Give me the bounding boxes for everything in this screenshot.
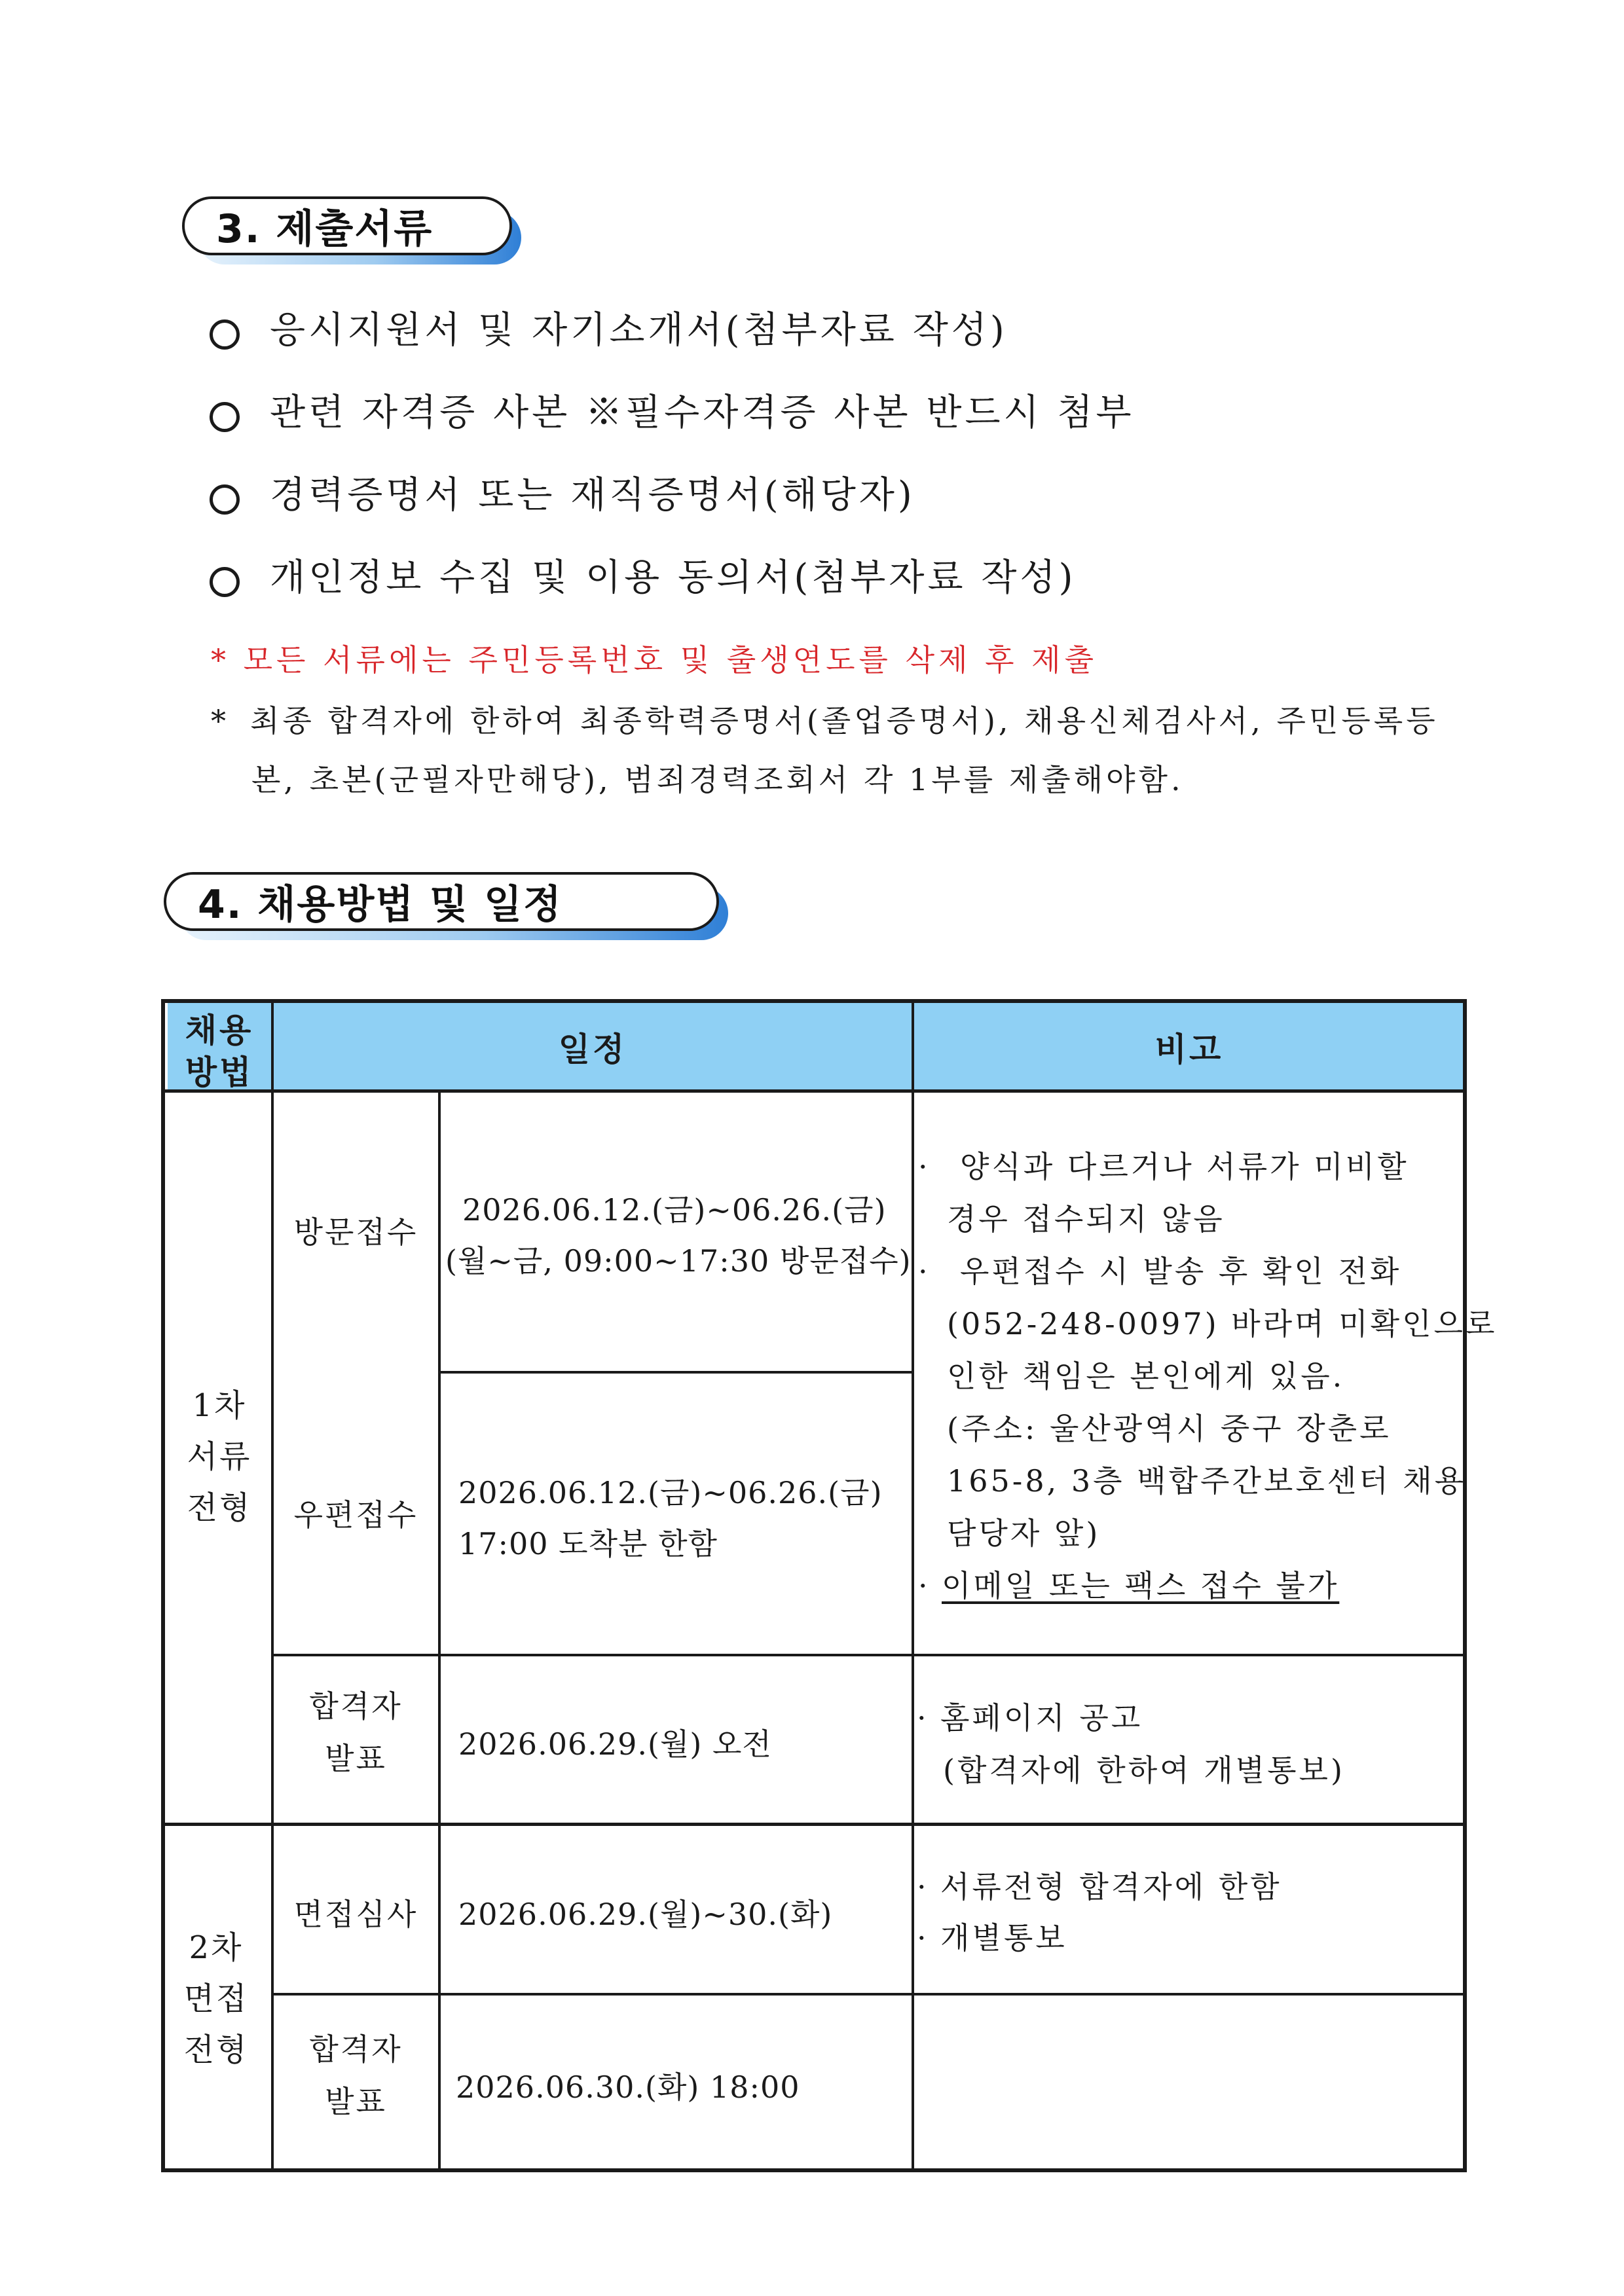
announce1-remark: · 홈페이지 공고 bbox=[917, 1700, 1143, 1736]
remark-line: · 양식과 다르거나 서류가 미비할 bbox=[918, 1149, 1409, 1184]
remark-line: 경우 접수되지 않음 bbox=[947, 1201, 1225, 1237]
section3-header bbox=[182, 196, 521, 264]
stage2-label: 2차 면접 전형 bbox=[183, 1929, 249, 2068]
remark-line: 165-8, 3층 백합주간보호센터 채용 bbox=[947, 1463, 1467, 1499]
circle-bullet-icon bbox=[210, 319, 240, 350]
section4-title: 4. 채용방법 및 일정 bbox=[164, 872, 719, 931]
header-remarks: 비고 bbox=[1154, 1030, 1224, 1068]
circle-bullet-icon bbox=[210, 567, 240, 597]
remark-line: · 우편접수 시 발송 후 확인 전화 bbox=[918, 1254, 1402, 1289]
notice-star: * bbox=[211, 703, 229, 738]
remark-line: (052-248-0097) 바라며 미확인으로 bbox=[947, 1306, 1498, 1341]
interview-remark: · 서류전형 합격자에 한함 bbox=[917, 1869, 1282, 1904]
list-item-text: 개인정보 수집 및 이용 동의서(첨부자료 작성) bbox=[270, 556, 1077, 599]
mail-date: 2026.06.12.(금)~06.26.(금) bbox=[458, 1475, 883, 1510]
remark-line: 담당자 앞) bbox=[947, 1516, 1101, 1551]
announce1-date: 2026.06.29.(월) 오전 bbox=[458, 1726, 772, 1762]
red-notice: * 모든 서류에는 주민등록번호 및 출생연도를 삭제 후 제출 bbox=[211, 642, 1098, 678]
header-schedule: 일정 bbox=[558, 1030, 627, 1068]
notice-line-1-text: 최종 합격자에 한하여 최종학력증명서(졸업증명서), 채용신체검사서, 주민등록등 bbox=[250, 703, 1439, 738]
remark-line: · 이메일 또는 팩스 접수 불가 bbox=[918, 1568, 1340, 1603]
visit-hours: (월~금, 09:00~17:30 방문접수) bbox=[445, 1243, 912, 1279]
list-item-text: 관련 자격증 사본 ※필수자격증 사본 반드시 첨부 bbox=[270, 392, 1135, 434]
list-item-text: 경력증명서 또는 재직증명서(해당자) bbox=[270, 474, 915, 517]
announce1-label: 합격자 발표 bbox=[309, 1688, 403, 1776]
visit-label: 방문접수 bbox=[293, 1214, 418, 1250]
notice-line-2: 본, 초본(군필자만해당), 범죄경력조회서 각 1부를 제출해야함. bbox=[251, 762, 1184, 797]
circle-bullet-icon bbox=[210, 402, 240, 432]
announce2-date: 2026.06.30.(화) 18:00 bbox=[456, 2069, 800, 2105]
mail-deadline: 17:00 도착분 한함 bbox=[458, 1526, 718, 1561]
section4-header bbox=[164, 872, 728, 940]
circle-bullet-icon bbox=[210, 484, 240, 515]
section3-title: 3. 제출서류 bbox=[182, 196, 512, 255]
stage1-label: 1차 서류 전형 bbox=[187, 1387, 252, 1526]
interview-remark: · 개별통보 bbox=[917, 1920, 1067, 1956]
visit-date: 2026.06.12.(금)~06.26.(금) bbox=[462, 1192, 887, 1228]
mail-label: 우편접수 bbox=[293, 1497, 418, 1533]
interview-date: 2026.06.29.(월)~30.(화) bbox=[458, 1897, 833, 1932]
notice-line-1 bbox=[211, 697, 1439, 740]
header-method-line1: 채용 bbox=[185, 1011, 254, 1049]
header-method-line2: 방법 bbox=[185, 1053, 254, 1091]
interview-label: 면접심사 bbox=[293, 1897, 418, 1932]
list-item-text: 응시지원서 및 자기소개서(첨부자료 작성) bbox=[270, 309, 1008, 352]
announce2-label: 합격자 발표 bbox=[309, 2032, 403, 2119]
remark-line: 인한 책임은 본인에게 있음. bbox=[947, 1358, 1345, 1394]
header-method bbox=[168, 1000, 271, 1092]
remark-line: (주소: 울산광역시 중구 장춘로 bbox=[947, 1411, 1392, 1446]
announce1-remark-sub: (합격자에 한하여 개별통보) bbox=[943, 1753, 1345, 1788]
